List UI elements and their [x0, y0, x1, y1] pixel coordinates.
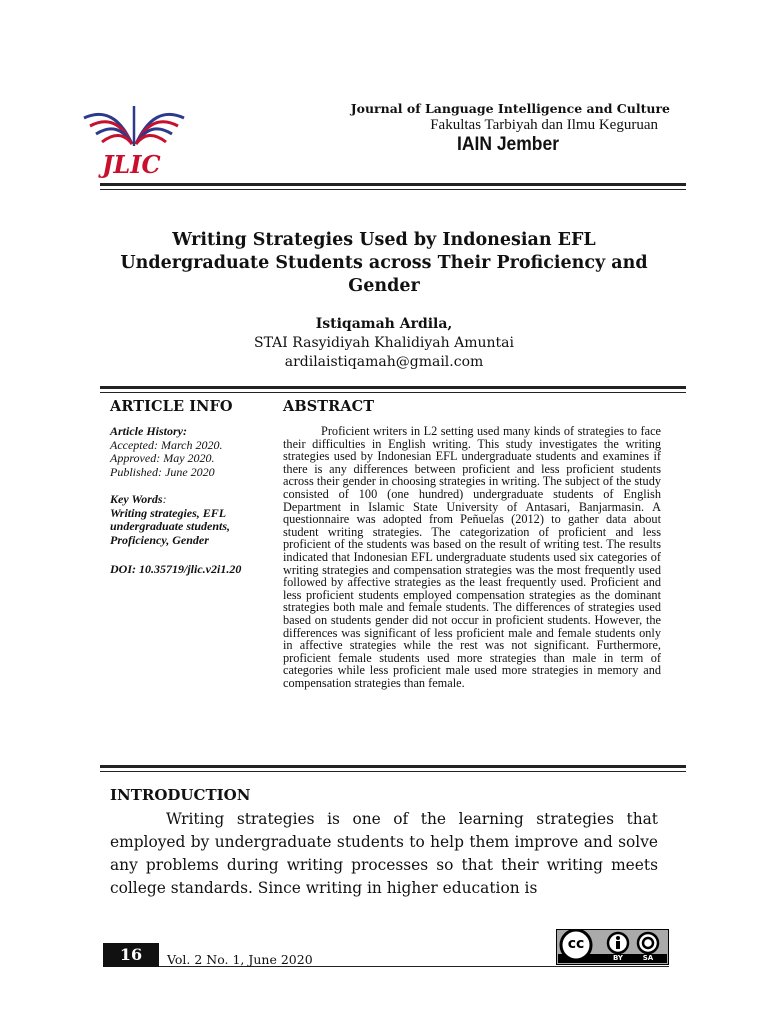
page-number: 16 — [103, 943, 159, 967]
abstract-text: Proficient writers in L2 setting used many kinds of strategies to face their difficulties in English writing. This study investigates the writing strategies used by Indonesian EFL undergraduate students and examines if there is any differences between proficient and less proficient students across their gender in choosing strategies in writing. The subject of the study consisted of 100 (one hundred) undergraduate students of English Department in Islamic State University of Antasari, Banjarmasin. A questionnaire was adopted from Peñuelas (2012) to gather data about student writing strategies. The categorization of proficient and less proficient of the students was based on the result of writing test. The results indicated that Indonesian EFL undergraduate students used six categories of writing strategies and compensation strategies was the most frequently used followed by affective strategies as the least frequently used. Proficient and less proficient students employed compensation strategies as the dominant strategies both male and female students. The differences of strategies used based on students gender did not occur in proficient students. However, the differences was significant of less proficient male and female students only in affective strategies while the rest was not significant. Furthermore, proficient female students used more strategies than male in term of categories while less proficient male used more strategies in memory and compensation strategies than female. — [283, 424, 661, 690]
keyword-line: undergraduate students, — [110, 519, 231, 533]
title-line: Gender — [348, 276, 420, 296]
cc-license-badge — [556, 929, 669, 965]
keywords-colon: : — [162, 492, 167, 506]
cc-label: cc — [567, 936, 585, 952]
title-line: Writing Strategies Used by Indonesian EFL — [172, 230, 596, 250]
author-block — [100, 315, 668, 372]
issue-info: Vol. 2 No. 1, June 2020 — [167, 952, 313, 967]
author-name: Istiqamah Ardila, — [315, 316, 453, 332]
abstract-rule-thick — [100, 765, 686, 768]
sa-label: SA — [642, 954, 654, 962]
paper-title — [100, 229, 668, 298]
info-rule-thin — [100, 392, 686, 393]
abstract — [283, 398, 661, 689]
author-email: ardilaistiqamah@gmail.com — [284, 354, 484, 370]
introduction-heading: INTRODUCTION — [110, 786, 251, 804]
keywords-label: Key Words — [110, 492, 163, 506]
journal-logo — [74, 96, 194, 182]
keyword-line: Writing strategies, EFL — [110, 505, 227, 520]
info-rule-thick — [100, 386, 686, 389]
history-label: Article History: — [110, 424, 187, 438]
institution-name: IAIN Jember — [456, 134, 560, 155]
header-rule-thick — [100, 183, 686, 186]
abstract-heading: ABSTRACT — [283, 398, 375, 415]
by-label: BY — [612, 954, 624, 962]
header-rule-thin — [100, 189, 686, 190]
introduction-text: Writing strategies is one of the learning strategies that employed by undergraduate students to help them improve and solve any problems during writing processes so that their writing meets college standards. Since writing in higher education is — [110, 810, 658, 897]
keyword-line: Proficiency, Gender — [110, 532, 209, 547]
accepted-date: Accepted: March 2020. — [110, 437, 223, 452]
author-affiliation: STAI Rasyidiyah Khalidiyah Amuntai — [253, 335, 514, 351]
journal-name: Journal of Language Intelligence and Culture — [350, 101, 670, 116]
logo-text: JLIC — [102, 150, 161, 179]
article-info-heading: ARTICLE INFO — [110, 398, 233, 415]
article-info — [110, 398, 278, 577]
faculty-name: Fakultas Tarbiyah dan Ilmu Keguruan — [430, 117, 658, 133]
approved-date: Approved: May 2020. — [110, 451, 215, 465]
doi: DOI: 10.35719/jlic.v2i1.20 — [110, 562, 242, 576]
title-line: Undergraduate Students across Their Proficiency and — [120, 253, 648, 273]
abstract-rule-thin — [100, 771, 686, 772]
published-date: Published: June 2020 — [110, 464, 215, 479]
